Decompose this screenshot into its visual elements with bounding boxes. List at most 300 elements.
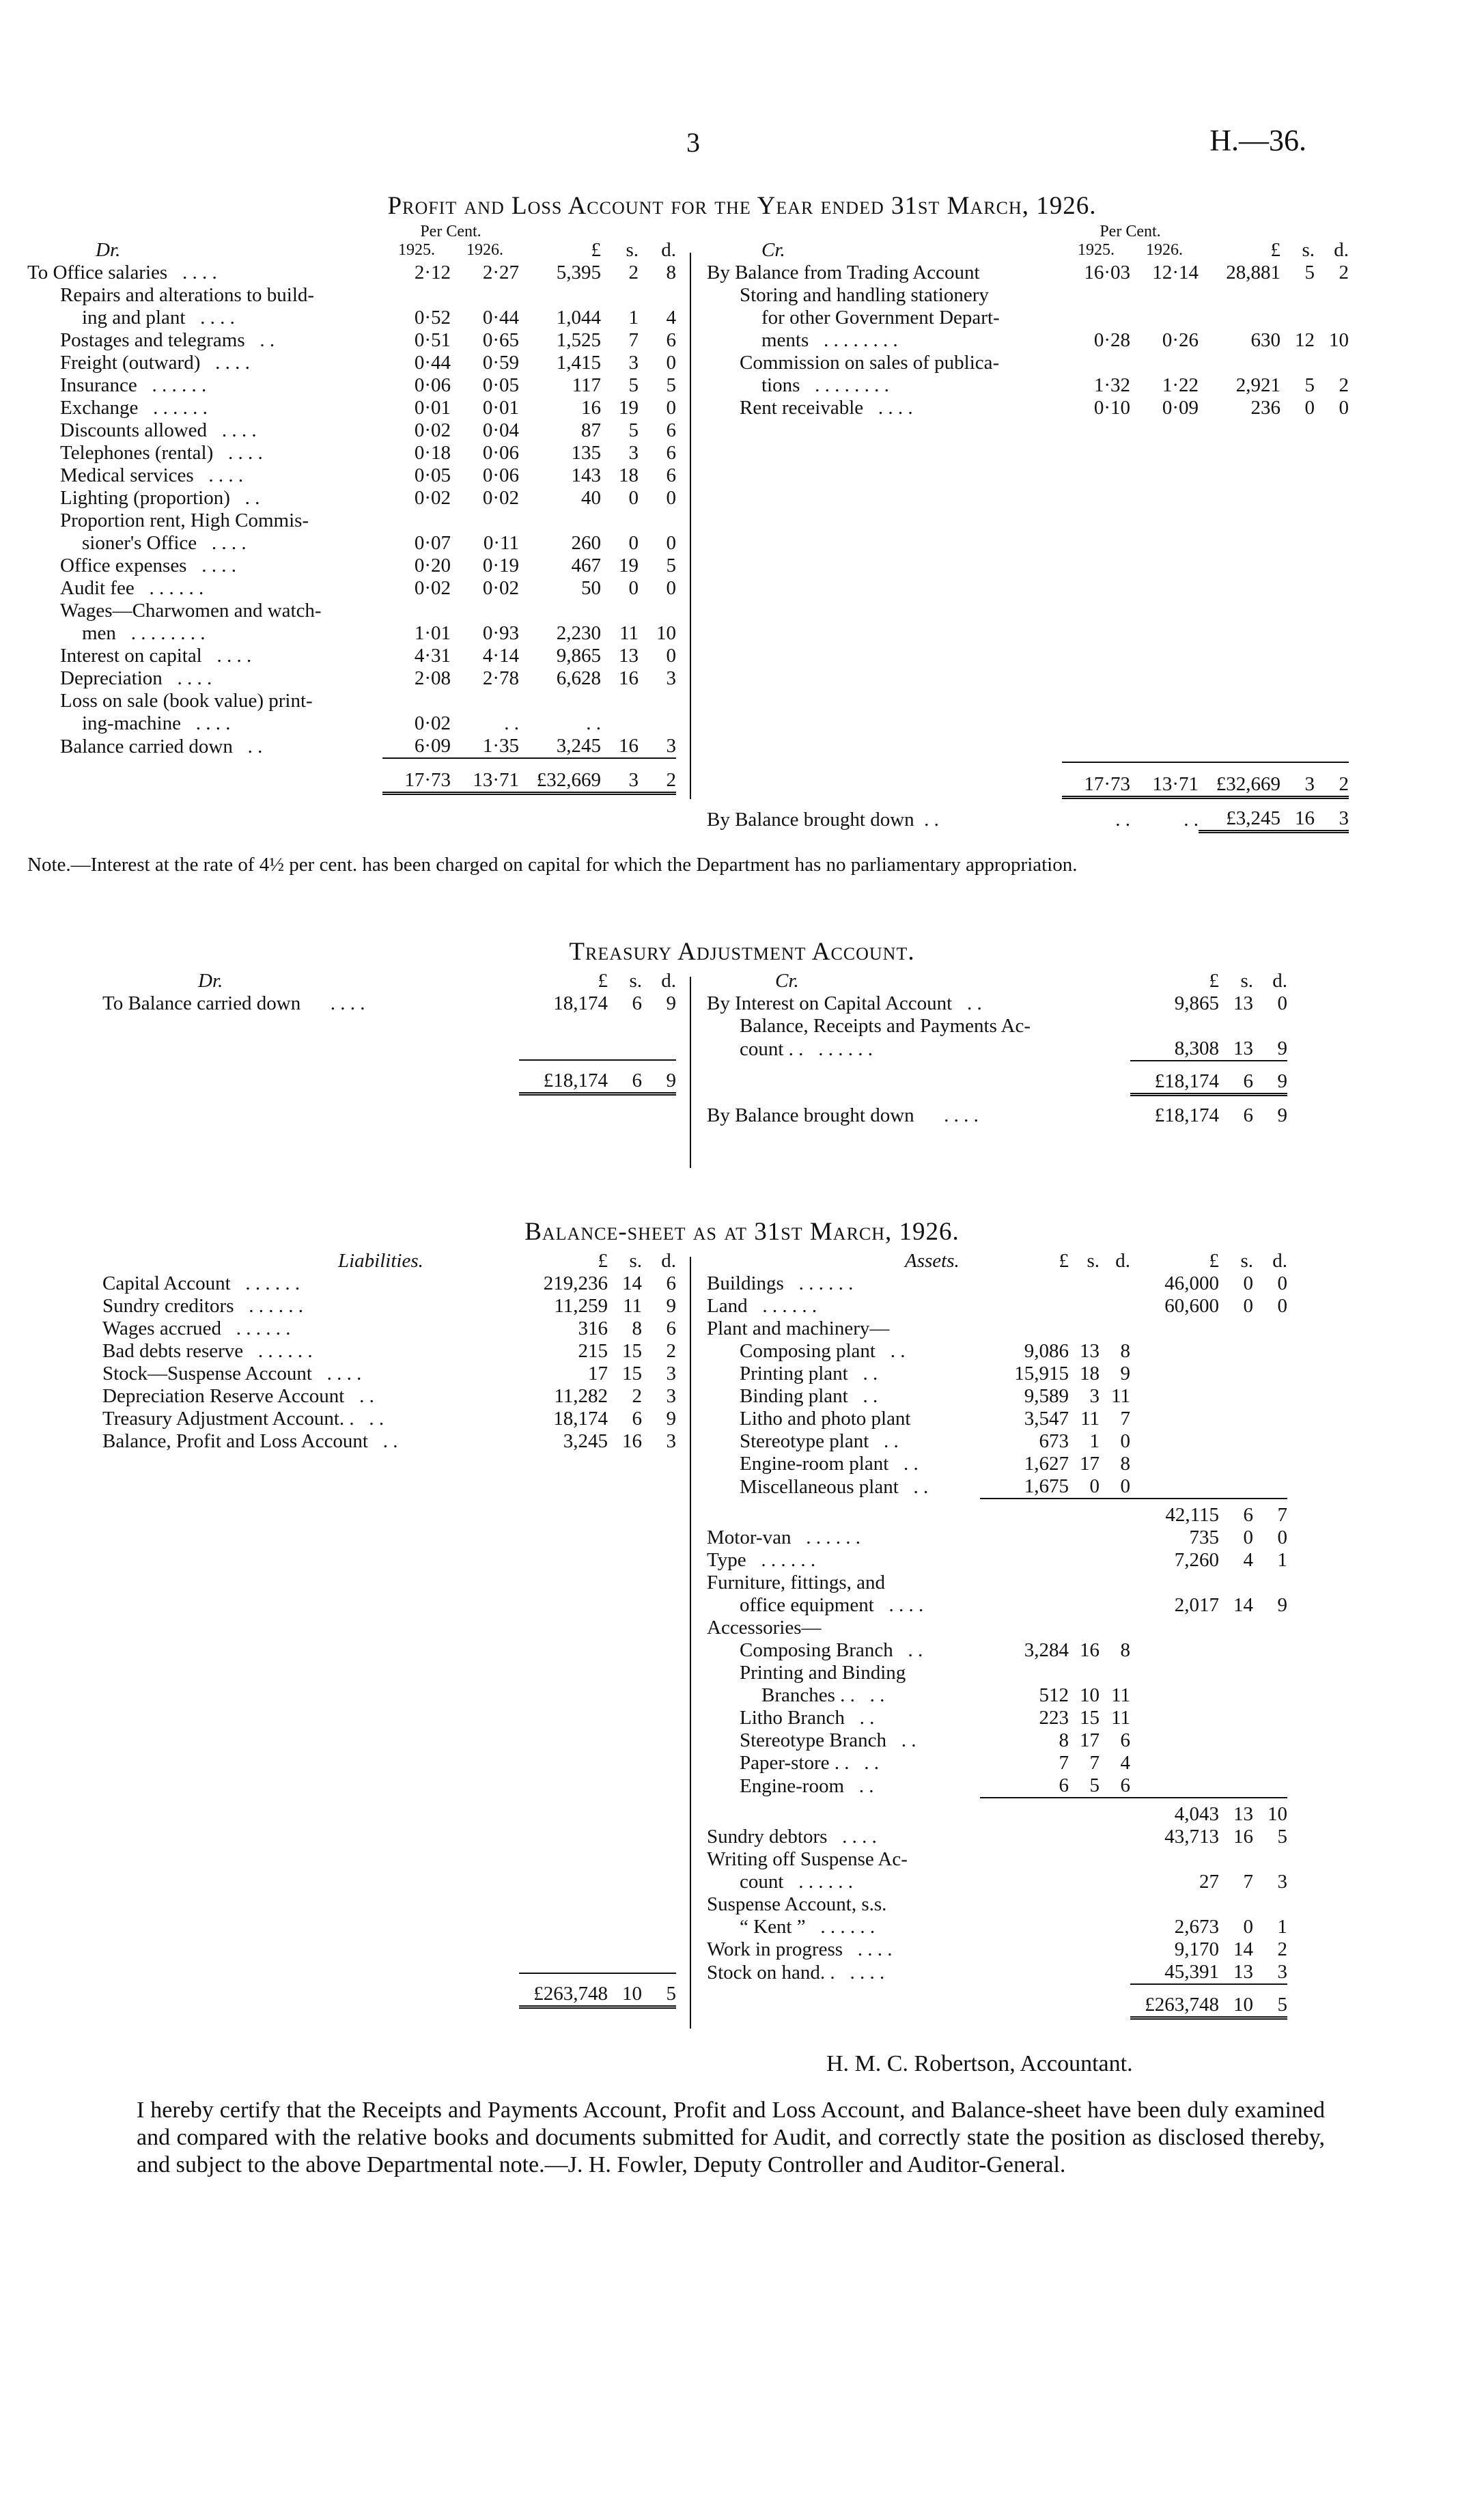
pl-note: Note.—Interest at the rate of 4½ per cent. has been charged on capital for which the Department has no parliamentary appropriation. xyxy=(27,854,1078,876)
bs-asset-shillings xyxy=(1219,1363,1253,1385)
bs-asset-pounds: 42,115 xyxy=(1165,1504,1219,1526)
pl-dr-s-header: s. xyxy=(626,239,639,261)
bs-asset-desc-label: Printing and Binding xyxy=(740,1662,906,1684)
pl-dr-row-shillings: 11 xyxy=(619,622,639,644)
pl-cr-row-desc-gap xyxy=(989,284,1004,306)
pl-dr-row-desc-label: Insurance xyxy=(60,374,137,396)
pl-dr-row xyxy=(27,374,676,397)
bs-liability-desc xyxy=(102,1340,519,1363)
pl-dr-row-pounds: 1,525 xyxy=(556,329,601,351)
bs-asset-pounds xyxy=(1130,1430,1219,1453)
pl-cr-row-1926 xyxy=(1130,352,1199,374)
pl-dr-row xyxy=(27,442,676,464)
bs-asset-row xyxy=(707,1871,1287,1893)
pl-cr-row-desc-gap xyxy=(999,352,1014,374)
bs-asset-row xyxy=(707,1340,1287,1363)
bs-asset-inner-pence xyxy=(1100,1961,1130,1984)
pl-dr-label: Dr. xyxy=(96,239,121,261)
pl-dr-row-shillings: 18 xyxy=(619,464,639,486)
bs-asset-desc xyxy=(707,1893,980,1916)
bs-asset-row xyxy=(707,1504,1287,1527)
bs-liability-row xyxy=(102,1385,676,1408)
bs-asset-row xyxy=(707,1453,1287,1475)
bs-asset-inner-pounds xyxy=(980,1826,1069,1848)
bs-liability-desc-gap xyxy=(243,1340,258,1362)
pl-dr-row-1926 xyxy=(451,690,519,712)
bs-asset-desc-gap xyxy=(886,1729,901,1751)
pl-credit-totals xyxy=(707,762,1349,833)
pl-dr-row-desc-gap xyxy=(116,622,131,644)
bs-asset-desc-label: Engine-room xyxy=(740,1775,845,1797)
bs-asset-desc xyxy=(707,1848,980,1871)
bs-asset-inner-pounds: 1,627 xyxy=(1024,1453,1069,1475)
ta-cr-row-desc xyxy=(707,1015,1130,1037)
bs-assets-inner-pound-header: £ xyxy=(1059,1250,1069,1272)
pl-cr-s-header: s. xyxy=(1302,239,1315,261)
bs-asset-pounds: 4,043 xyxy=(1174,1803,1219,1825)
bs-asset-desc-gap xyxy=(707,1504,722,1526)
bs-asset-desc-label: Plant and machinery— xyxy=(707,1318,890,1339)
pl-dr-row xyxy=(27,577,676,600)
bs-asset-shillings xyxy=(1219,1408,1253,1430)
pl-cr-row-pounds xyxy=(1199,352,1280,374)
bs-asset-shillings: 4 xyxy=(1243,1549,1253,1571)
bs-asset-pounds xyxy=(1130,1453,1219,1475)
bs-asset-desc-gap xyxy=(888,1453,904,1475)
pl-cr-row-desc xyxy=(707,374,1062,397)
bs-asset-desc xyxy=(707,1318,980,1340)
pl-dr-row-desc-label: Postages and telegrams xyxy=(60,329,245,351)
pl-dr-row-desc-gap xyxy=(181,712,196,734)
bs-asset-pounds xyxy=(1130,1639,1219,1662)
pl-cr-row-pounds: 236 xyxy=(1250,397,1280,419)
pl-dr-row-desc-label: Freight (outward) xyxy=(60,352,201,374)
bs-asset-pence xyxy=(1253,1430,1287,1453)
pl-cr-row-shillings xyxy=(1280,284,1315,307)
bs-liability-pence: 3 xyxy=(666,1363,676,1384)
bs-liability-desc-dots: . . . . . . xyxy=(236,1318,291,1339)
bs-asset-desc-dots: . . xyxy=(863,1363,878,1384)
bs-asset-inner-pence xyxy=(1100,1848,1130,1871)
pl-dr-row xyxy=(27,532,676,555)
bs-asset-inner-shillings: 17 xyxy=(1080,1729,1100,1751)
bs-asset-inner-shillings xyxy=(1069,1617,1100,1639)
pl-dr-row-pounds xyxy=(519,600,601,622)
pl-dr-row-1925: 0·07 xyxy=(414,532,451,554)
pl-dr-row-1925: 0·44 xyxy=(414,352,451,374)
bs-asset-inner-pence: 11 xyxy=(1111,1385,1130,1407)
pl-dr-row-1925: 0·02 xyxy=(414,419,451,441)
pl-dr-row-desc xyxy=(27,712,382,735)
bs-asset-pounds: 735 xyxy=(1189,1527,1219,1548)
bs-asset-inner-shillings xyxy=(1069,1572,1100,1594)
bs-asset-desc xyxy=(707,1295,980,1318)
bs-asset-inner-pounds xyxy=(980,1527,1069,1549)
pl-cr-row-1926 xyxy=(1130,284,1199,307)
bs-asset-desc-label: count xyxy=(740,1871,784,1893)
pl-dr-row-pounds: 1,044 xyxy=(556,307,601,329)
bs-asset-desc-label: office equipment xyxy=(740,1594,874,1616)
bs-asset-pence: 3 xyxy=(1277,1871,1287,1893)
pl-dr-row-pence: 0 xyxy=(666,397,676,419)
ta-dr-total-pounds: £18,174 xyxy=(519,1070,608,1094)
bs-asset-desc-gap xyxy=(848,1385,863,1407)
pl-cr-total-pence: 2 xyxy=(1315,773,1349,798)
pl-dr-row-desc-gap xyxy=(309,510,324,531)
pl-dr-row-pounds: 143 xyxy=(571,464,601,486)
pl-cr-row-1926: 0·09 xyxy=(1162,397,1199,419)
bs-asset-pence: 1 xyxy=(1277,1916,1287,1938)
bs-asset-inner-pounds: 512 xyxy=(1039,1684,1069,1706)
pl-dr-row-desc xyxy=(27,667,382,690)
bs-asset-desc xyxy=(707,1385,980,1408)
bs-asset-shillings xyxy=(1219,1639,1253,1662)
pl-cr-row-pounds: 630 xyxy=(1250,329,1280,351)
bs-asset-desc-dots: . . xyxy=(904,1453,919,1475)
pl-dr-row-1926 xyxy=(451,510,519,532)
bs-asset-desc-gap xyxy=(899,1476,914,1498)
pl-cr-row-desc-label: By Balance from Trading Account xyxy=(707,262,980,283)
pl-dr-row-1925 xyxy=(382,510,451,532)
pl-cr-row-pence: 10 xyxy=(1329,329,1349,351)
bs-asset-desc-label: Writing off Suspense Ac- xyxy=(707,1848,908,1870)
pl-dr-row-1926 xyxy=(451,284,519,307)
bs-liab-s-header: s. xyxy=(629,1250,642,1272)
bs-asset-row xyxy=(707,1408,1287,1430)
bs-liability-pounds: 316 xyxy=(578,1318,608,1339)
bs-liability-pence: 3 xyxy=(666,1385,676,1407)
bs-asset-pence xyxy=(1253,1572,1287,1594)
pl-dr-row-desc-gap xyxy=(213,442,228,464)
pl-dr-row xyxy=(27,510,676,532)
pl-dr-row-desc-gap xyxy=(197,532,212,554)
pl-dr-row-shillings: 1 xyxy=(628,307,639,329)
bs-asset-row xyxy=(707,1707,1287,1729)
pl-dr-row-desc-label: ing-machine xyxy=(82,712,181,734)
bs-liabilities-total xyxy=(102,1973,676,2009)
pl-dr-row-1925 xyxy=(382,600,451,622)
bs-asset-inner-pounds xyxy=(980,1961,1069,1984)
bs-asset-desc-dots: . . xyxy=(864,1752,879,1774)
bs-asset-desc xyxy=(707,1572,980,1594)
bs-asset-pounds xyxy=(1130,1729,1219,1752)
pl-dr-row-shillings: 3 xyxy=(628,352,639,374)
pl-dr-row-1926: 0·05 xyxy=(482,374,519,396)
pl-dr-row xyxy=(27,690,676,712)
bs-asset-desc-label: Stereotype Branch xyxy=(740,1729,887,1751)
bs-asset-pence: 9 xyxy=(1277,1594,1287,1616)
bs-asset-inner-pounds: 223 xyxy=(1039,1707,1069,1729)
pl-dr-row-1925: 0·02 xyxy=(414,487,451,509)
bs-asset-pence: 5 xyxy=(1277,1826,1287,1848)
bs-assets-total-pence: 5 xyxy=(1253,1994,1287,2018)
pl-dr-row-pence xyxy=(639,690,676,712)
bs-asset-shillings xyxy=(1219,1707,1253,1729)
pl-dr-row-1926: 0·06 xyxy=(482,464,519,486)
pl-dr-row-pounds: 6,628 xyxy=(556,667,601,689)
pl-cr-brought-down-1926: . . xyxy=(1184,809,1199,831)
pl-cr-brought-down-pounds: £3,245 xyxy=(1199,807,1280,832)
bs-asset-desc-dots: . . . . xyxy=(842,1826,877,1848)
bs-asset-inner-pounds xyxy=(980,1803,1069,1826)
bs-asset-pounds: 2,673 xyxy=(1174,1916,1219,1938)
bs-liability-desc-gap xyxy=(354,1408,369,1430)
bs-asset-desc-label: Stereotype plant xyxy=(740,1430,869,1452)
pl-dr-row-desc-dots: . . xyxy=(244,487,260,509)
bs-liability-desc-dots: . . . . . . xyxy=(257,1340,313,1362)
bs-asset-pounds xyxy=(1130,1684,1219,1707)
bs-liability-row xyxy=(102,1430,676,1453)
bs-asset-desc-gap xyxy=(906,1662,921,1684)
pl-dr-row-desc-label: sioner's Office xyxy=(82,532,197,554)
bs-asset-desc-dots: . . . . . . xyxy=(798,1871,853,1893)
bs-asset-shillings: 0 xyxy=(1243,1916,1253,1938)
bs-asset-desc xyxy=(707,1752,980,1774)
pl-cr-pound-header: £ xyxy=(1270,239,1280,261)
bs-asset-desc-gap xyxy=(822,1617,837,1639)
pl-dr-row-pence xyxy=(639,712,676,735)
bs-liability-desc-gap xyxy=(368,1430,383,1452)
pl-dr-row-desc-label: Lighting (proportion) xyxy=(60,487,230,509)
bs-asset-pence xyxy=(1253,1340,1287,1363)
bs-asset-inner-shillings xyxy=(1069,1594,1100,1617)
pl-cr-row-desc-dots: . . . . . . . . xyxy=(824,329,898,351)
pl-dr-row-shillings: 5 xyxy=(628,419,639,441)
bs-asset-desc-gap xyxy=(746,1549,761,1571)
pl-dr-row-shillings: 2 xyxy=(628,262,639,283)
bs-asset-inner-shillings xyxy=(1069,1916,1100,1938)
bs-asset-pence xyxy=(1253,1385,1287,1408)
pl-dr-col-1925: 1925. xyxy=(398,241,435,259)
bs-asset-desc-dots: . . . . . . xyxy=(761,1549,816,1571)
pl-cr-row-1925 xyxy=(1062,284,1130,307)
ta-cr-row-desc xyxy=(707,1037,1130,1061)
bs-asset-inner-shillings: 5 xyxy=(1089,1774,1100,1796)
pl-cr-row-desc-dots: . . . . xyxy=(878,397,913,419)
ta-dr-row-pence: 9 xyxy=(666,992,676,1014)
bs-asset-inner-shillings xyxy=(1069,1826,1100,1848)
bs-asset-desc-gap xyxy=(748,1295,763,1317)
page-reference: H.—36. xyxy=(1209,124,1306,157)
pl-dr-row-1925: 0·06 xyxy=(414,374,451,396)
pl-dr-row-pounds: 16 xyxy=(581,397,601,419)
pl-dr-row-1926: 0·02 xyxy=(482,487,519,509)
bs-liabilities-label: Liabilities. xyxy=(338,1250,423,1272)
pl-dr-row-pence: 0 xyxy=(666,645,676,667)
pl-dr-row-1926: 0·11 xyxy=(483,532,519,554)
bs-asset-inner-pence: 11 xyxy=(1111,1707,1130,1729)
bs-asset-inner-pence: 4 xyxy=(1120,1752,1130,1774)
bs-asset-desc-gap xyxy=(869,1430,884,1452)
bs-asset-inner-pence xyxy=(1100,1295,1130,1318)
bs-asset-row xyxy=(707,1848,1287,1871)
pl-dr-row-1925: 0·02 xyxy=(414,577,451,599)
bs-asset-inner-pounds xyxy=(980,1549,1069,1572)
bs-asset-row xyxy=(707,1594,1287,1617)
pl-cr-row-desc-gap xyxy=(980,262,995,283)
bs-asset-row xyxy=(707,1572,1287,1594)
bs-asset-desc-gap xyxy=(893,1639,908,1661)
bs-asset-desc-gap xyxy=(784,1272,799,1294)
bs-asset-inner-shillings: 0 xyxy=(1089,1475,1100,1497)
bs-asset-pounds xyxy=(1130,1363,1219,1385)
bs-liability-row xyxy=(102,1272,676,1295)
ta-cr-label: Cr. xyxy=(775,970,799,992)
bs-asset-desc-dots: . . . . xyxy=(850,1962,885,1983)
bs-title: Balance-sheet as at 31st March, 1926. xyxy=(524,1218,960,1246)
pl-cr-row-desc xyxy=(707,329,1062,352)
bs-asset-inner-pounds xyxy=(980,1871,1069,1893)
bs-asset-row xyxy=(707,1684,1287,1707)
pl-cr-total-1925: 17·73 xyxy=(1062,773,1130,798)
bs-rule-line xyxy=(980,1499,1287,1504)
bs-asset-desc-label: Stock on hand. . xyxy=(707,1962,835,1983)
pl-dr-row-desc-label: Medical services xyxy=(60,464,194,486)
bs-asset-inner-pounds: 6 xyxy=(1059,1774,1069,1796)
pl-cr-row xyxy=(707,307,1349,329)
bs-asset-shillings: 7 xyxy=(1243,1871,1253,1893)
bs-asset-desc xyxy=(707,1729,980,1752)
pl-dr-row-shillings xyxy=(601,690,639,712)
bs-liability-desc xyxy=(102,1385,519,1408)
bs-liability-pounds: 11,259 xyxy=(554,1295,608,1317)
bs-asset-inner-pounds: 3,547 xyxy=(1024,1408,1069,1430)
bs-asset-inner-pence xyxy=(1100,1893,1130,1916)
pl-dr-row xyxy=(27,712,676,735)
pl-dr-row-1925 xyxy=(382,284,451,307)
bs-asset-row xyxy=(707,1475,1287,1499)
bs-asset-desc-gap xyxy=(844,1775,859,1797)
pl-dr-row-1925: 0·05 xyxy=(414,464,451,486)
pl-dr-row-desc xyxy=(27,645,382,667)
bs-asset-pounds xyxy=(1130,1752,1219,1774)
bs-asset-inner-shillings: 13 xyxy=(1080,1340,1100,1362)
bs-liability-pence: 3 xyxy=(666,1430,676,1452)
pl-dr-row-shillings: 16 xyxy=(619,735,639,757)
bs-asset-shillings xyxy=(1219,1430,1253,1453)
bs-asset-inner-shillings xyxy=(1069,1961,1100,1984)
bs-asset-inner-pence: 9 xyxy=(1120,1363,1130,1384)
bs-liability-desc xyxy=(102,1363,519,1385)
pl-dr-row xyxy=(27,352,676,374)
bs-liability-pounds: 17 xyxy=(588,1363,608,1384)
bs-asset-inner-pounds xyxy=(980,1662,1069,1684)
bs-asset-desc xyxy=(707,1916,980,1938)
ta-cr-row-desc-gap xyxy=(1031,1015,1046,1037)
pl-cr-brought-down-dots: . . xyxy=(924,809,939,831)
accountant-signoff: H. M. C. Robertson, Accountant. xyxy=(826,2051,1133,2076)
pl-dr-row-desc-dots: . . . . xyxy=(227,442,263,464)
bs-asset-row xyxy=(707,1803,1287,1826)
bs-liability-desc-gap xyxy=(221,1318,236,1339)
bs-asset-desc xyxy=(707,1871,980,1893)
bs-asset-inner-shillings: 11 xyxy=(1080,1408,1100,1430)
pl-dr-total-pounds: £32,669 xyxy=(519,769,601,794)
pl-cr-row-1925: 0·28 xyxy=(1093,329,1130,351)
pl-dr-row-pounds xyxy=(519,690,601,712)
bs-asset-desc-label: “ Kent ” xyxy=(740,1916,806,1938)
bs-asset-shillings xyxy=(1219,1318,1253,1340)
pl-cr-row xyxy=(707,329,1349,352)
pl-dr-row-pounds: 5,395 xyxy=(556,262,601,283)
bs-liability-desc-gap xyxy=(234,1295,249,1317)
pl-dr-row-desc-label: Office expenses xyxy=(60,555,187,576)
bs-liability-shillings: 11 xyxy=(623,1295,642,1317)
pl-cr-row xyxy=(707,284,1349,307)
ta-cr-row-desc-gap xyxy=(803,1038,818,1060)
bs-asset-desc-gap xyxy=(911,1408,926,1430)
bs-asset-inner-shillings: 17 xyxy=(1080,1453,1100,1475)
pl-dr-row-1926: 0·02 xyxy=(482,577,519,599)
pl-dr-row-pounds: 3,245 xyxy=(556,735,601,757)
bs-asset-pounds: 43,713 xyxy=(1164,1826,1219,1848)
pl-dr-row-desc-gap xyxy=(202,645,217,667)
bs-asset-shillings: 14 xyxy=(1233,1938,1253,1960)
bs-liability-desc-label: Balance, Profit and Loss Account xyxy=(102,1430,368,1452)
bs-liability-pounds: 3,245 xyxy=(563,1430,608,1452)
pl-dr-row xyxy=(27,645,676,667)
bs-liability-desc-dots: . . xyxy=(369,1408,384,1430)
bs-asset-pence: 0 xyxy=(1277,1295,1287,1317)
bs-asset-desc-label: Engine-room plant xyxy=(740,1453,889,1475)
ta-cr-row-shillings: 13 xyxy=(1233,992,1253,1014)
pl-dr-row-pence: 5 xyxy=(666,555,676,576)
pl-dr-row-desc xyxy=(27,577,382,600)
bs-asset-inner-pounds xyxy=(980,1594,1069,1617)
bs-asset-pounds xyxy=(1130,1572,1219,1594)
bs-asset-desc-label: Composing Branch xyxy=(740,1639,893,1661)
pl-dr-row-desc-label: Discounts allowed xyxy=(60,419,208,441)
pl-cr-row xyxy=(707,262,1349,284)
bs-liability-desc-gap xyxy=(231,1272,246,1294)
ta-cr-row-desc-dots: . . . . . . xyxy=(818,1038,873,1060)
ta-cr-brought-down-shillings: 6 xyxy=(1243,1104,1253,1126)
pl-dr-row-1925: 0·51 xyxy=(414,329,451,351)
pl-dr-row-desc-label: Wages—Charwomen and watch- xyxy=(60,600,322,622)
bs-liability-row xyxy=(102,1318,676,1340)
bs-liability-desc-label: Bad debts reserve xyxy=(102,1340,244,1362)
pl-cr-row xyxy=(707,397,1349,419)
pl-dr-row-desc-dots: . . xyxy=(260,329,275,351)
pl-dr-row-shillings: 3 xyxy=(628,442,639,464)
bs-asset-shillings: 0 xyxy=(1243,1272,1253,1294)
bs-asset-inner-pence: 6 xyxy=(1120,1729,1130,1751)
bs-asset-inner-pounds xyxy=(980,1893,1069,1916)
bs-asset-desc-gap xyxy=(855,1684,870,1706)
bs-asset-desc-dots: . . xyxy=(858,1775,874,1797)
ta-cr-row-desc-label: By Interest on Capital Account xyxy=(707,992,953,1014)
pl-dr-pound-header: £ xyxy=(591,239,601,261)
bs-asset-inner-pence xyxy=(1100,1572,1130,1594)
bs-asset-shillings xyxy=(1219,1572,1253,1594)
pl-cr-total-1926: 13·71 xyxy=(1130,773,1199,798)
pl-dr-row-desc-gap xyxy=(314,284,329,306)
bs-asset-inner-pence xyxy=(1100,1617,1130,1639)
pl-cr-row-pence xyxy=(1315,352,1349,374)
pl-dr-row xyxy=(27,329,676,352)
bs-liability-pounds: 215 xyxy=(578,1340,608,1362)
bs-asset-inner-pence xyxy=(1100,1527,1130,1549)
bs-asset-desc-gap xyxy=(908,1848,923,1870)
pl-dr-row-1925: 0·02 xyxy=(414,712,451,734)
bs-asset-desc xyxy=(707,1504,980,1527)
pl-dr-row-shillings xyxy=(601,712,639,735)
pl-dr-row-desc-gap xyxy=(135,577,150,599)
bs-asset-inner-pounds: 15,915 xyxy=(1014,1363,1069,1384)
audit-certificate: I hereby certify that the Receipts and Payments Account, Profit and Loss Account, and Balance-sheet have been duly examined and compared with the relative books and documents submitted for Audit, and correctly state the position as disclosed thereby, and subject to the above Departmental note.—J. H. Fowler, Deputy Controller and Auditor-General. xyxy=(137,2098,1325,2177)
bs-asset-desc-gap xyxy=(835,1962,850,1983)
pl-dr-row-desc-dots: . . . . xyxy=(221,419,257,441)
